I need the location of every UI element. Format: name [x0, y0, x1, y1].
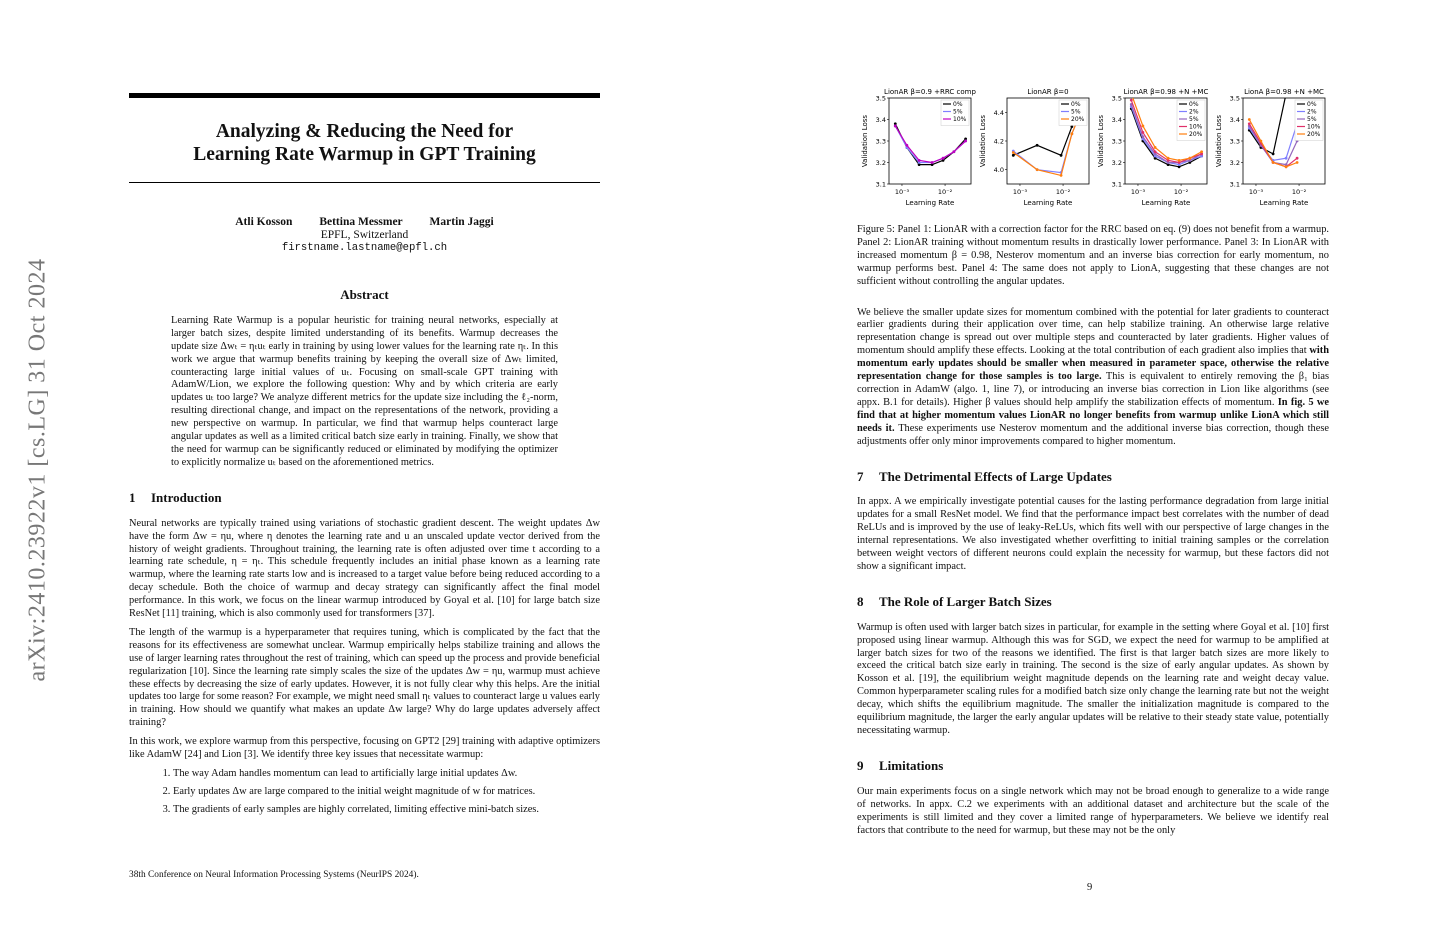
y-tick-label: 3.2 — [875, 159, 886, 167]
data-point — [964, 140, 967, 143]
legend-label: 5% — [953, 108, 963, 116]
legend-label: 0% — [1071, 101, 1081, 108]
right-column — [857, 86, 1329, 843]
legend-label: 10% — [1189, 123, 1203, 131]
section-heading-1: 1 Introduction — [129, 489, 222, 505]
legend-label: 5% — [1189, 116, 1199, 123]
arxiv-stamp: arXiv:2410.23922v1 [cs.LG] 31 Oct 2024 — [24, 258, 51, 682]
author-name: Martin Jaggi — [429, 216, 494, 228]
data-point — [1178, 159, 1181, 162]
data-point — [1012, 151, 1015, 154]
legend-label: 0% — [953, 101, 963, 108]
data-point — [1296, 161, 1299, 164]
x-tick-label: 10⁻² — [1291, 188, 1307, 196]
section-heading-9: 9 Limitations — [857, 757, 944, 773]
y-tick-label: 3.4 — [1111, 116, 1122, 124]
y-tick-label: 3.3 — [1111, 137, 1122, 146]
legend-label: 5% — [1071, 108, 1081, 116]
data-point — [1272, 161, 1275, 164]
x-axis-label: Learning Rate — [1141, 199, 1191, 207]
data-point — [1167, 157, 1170, 160]
author-block — [129, 216, 600, 255]
data-point — [1248, 118, 1251, 121]
page-number: 9 — [1087, 882, 1093, 893]
section-8-body: Warmup is often used with larger batch sizes in particular, for example in the setting where Goyal et al. [10] first proposed using linear warmup. Although this was for SGD, we expect the need for warmup to be amplified at larger batch sizes for two of the reasons we identified. The first is that larger batch sizes are more likely to exceed the critical batch size early in training. The second is the size of early angular updates. As shown by Kosson et al. [19], the equilibrium weight magnitude depends on the learning rate and weight decay value. Common hyperparameter scaling rules for a modified batch size only change the learning rate but not the weight decay, which shifts the equilibrium magnitude. The smaller the initialization magnitude is compared to the equilibrium magnitude, the larger the early angular updates will be relative to their steady state value, potentially necessitating warmup. — [857, 621, 1329, 736]
legend-label: 0% — [1307, 101, 1317, 108]
figure-caption: Figure 5: Panel 1: LionAR with a correction factor for the RRC based on eq. (9) does not benefit from a warmup. Panel 2: LionAR training without momentum results in drastically lower performance. Panel 3: In LionAR with increased momentum β = 0.98, Nesterov momentum and an inverse bias correction for early momentum, no warmup performs best. Panel 4: The same does not apply to LionA, suggesting that these changes are not sufficient without controlling the angular updates. — [857, 224, 1329, 287]
legend-label: 2% — [1189, 108, 1199, 116]
data-point — [942, 157, 945, 160]
data-point — [1188, 157, 1191, 160]
abstract-text: Learning Rate Warmup is a popular heuristic for training neural networks, especially at larger batch sizes, despite limited understanding of its benefits. Warmup decreases the update size Δwₜ = ηₜuₜ early in training by using lower values for the learning rate ηₜ. In this work we argue that warmup benefits training by keeping the overall size of Δwₜ limited, counteracting large initial values of uₜ. Focusing on small-scale GPT training with AdamW/Lion, we explore the following question: Why and by which criteria are early updates uₜ too large? We analyze different metrics for the update size including the ℓ₂-norm, resulting directional change, and impact on the representations of the network, providing a new perspective on warmup. In particular, we find that warmup helps counteract large angular updates as well as a limited critical batch size early in training. Finally, we show that the need for warmup can be significantly reduced or eliminated by modifying the optimizer to explicitly normalize uₜ based on the aforementioned metrics. — [171, 314, 558, 468]
x-axis-label: Learning Rate — [905, 199, 955, 207]
section-heading-8: 8 The Role of Larger Batch Sizes — [857, 593, 1052, 609]
momentum-paragraph: We believe the smaller update sizes for momentum combined with the potential for later gradients to counteract earlier gradients during their application over time, can help stabilize training. An otherwise large relative representation change is spread out over multiple steps and counteracted by later gradients. Higher values of momentum should amplify these effects. Looking at the total contribution of each gradient also implies that with momentum early updates should be smaller when measured in parameter space, otherwise the relative representation change for those samples is too large. This is equivalent to entirely removing the β₁ bias correction in AdamW (algo. 1, line 7), or introducing an inverse bias correction in Lion like algorithms (see appx. B.1 for details). Higher β values should help amplify the stabilization effects of momentum. In fig. 5 we find that at higher momentum values LionAR no longer benefits from warmup unlike LionA which still needs it. These experiments use Nesterov momentum and the additional inverse bias correction, though these adjustments offer only minor improvements compared to higher momentum. — [857, 306, 1329, 447]
data-point — [1141, 125, 1144, 128]
x-tick-label: 10⁻² — [1055, 188, 1071, 196]
data-point — [894, 125, 897, 128]
chart-title: LionAR β=0.98 +N +MC — [1123, 88, 1209, 96]
y-tick-label: 3.5 — [875, 94, 886, 103]
y-tick-label: 3.3 — [1229, 137, 1240, 146]
title-rule-top — [129, 93, 600, 98]
y-tick-label: 4.4 — [993, 108, 1004, 117]
section-heading-7: 7 The Detrimental Effects of Large Updates — [857, 468, 1112, 484]
x-tick-label: 10⁻³ — [1012, 188, 1028, 196]
list-item: 1. The way Adam handles momentum can lead to artificially large initial updates Δw. — [173, 768, 600, 781]
list-item: 3. The gradients of early samples are highly correlated, limiting effective mini-batch sizes. — [173, 804, 600, 817]
data-point — [1060, 154, 1063, 157]
data-point — [905, 144, 908, 147]
abstract-heading: Abstract — [340, 287, 389, 302]
intro-paragraph-1: Neural networks are typically trained using variations of stochastic gradient descent. The weight updates Δw have the form Δw = ηu, where η denotes the learning rate and u an unscaled update vector derived from the history of weight gradients. Throughout training, the learning rate is often adjusted over time t according to a learning rate schedule, η = ηₜ. This schedule frequently includes an initial phase known as a learning rate warmup, where the learning rate starts low and is increased to a target value before being reduced according to a decay schedule. Both the choice of warmup and decay strategy can significantly affect the final model performance. In this work, we focus on the linear warmup introduced by Goyal et al. [10] for large batch size ResNet [11] training, which is also commonly used for transformers [37]. — [129, 517, 600, 620]
y-axis-label: Validation Loss — [1215, 114, 1223, 168]
data-point — [1130, 99, 1133, 102]
chart-panel-2 — [979, 88, 1089, 207]
data-point — [1012, 154, 1015, 157]
legend-label: 20% — [1189, 131, 1203, 138]
chart-title: LionA β=0.98 +N +MC — [1244, 88, 1324, 96]
y-axis-label: Validation Loss — [1097, 114, 1105, 168]
y-tick-label: 4.0 — [993, 166, 1004, 175]
data-point — [1285, 157, 1288, 160]
data-point — [1036, 168, 1039, 171]
chart-title: LionAR β=0 — [1027, 88, 1069, 96]
list-item: 2. Early updates Δw are large compared to the initial weight magnitude of w for matrices. — [173, 786, 600, 799]
author-name: Bettina Messmer — [319, 216, 403, 228]
y-axis-label: Validation Loss — [979, 114, 987, 168]
intro-paragraph-2: The length of the warmup is a hyperparameter that requires tuning, which is complicated by the fact that the reasons for its effectiveness are somewhat unclear. Warmup empirically helps stabilize training and allows the use of larger learning rates throughout the rest of training, which can speed up the process and provide beneficial regularization [10]. Since the learning rate simply scales the size of the updates Δw = ηu, warmup must achieve these effects by decreasing the size of early updates. However, it is not fully clear why this helps. Are the initial updates too large for some reason? For example, we might need small ηₜ values to counteract large u values early in training. How should we quantify what makes an update Δw large? Why do large updates adversely affect training? — [129, 626, 600, 729]
section-7-body: In appx. A we empirically investigate potential causes for the lasting performance degradation from large initial updates for a small ResNet model. We find that the performance impact best correlates with the number of dead ReLUs and is improved by the use of leaky-ReLUs, which fits well with our perspective of large changes in the internal representations. We also investigated whether overfitting to initial training samples or the correlation between weight vectors of different neurons could explain the necessity for warmup, but these factors did not show a significant impact. — [857, 496, 1329, 572]
chart-panel-1 — [861, 88, 976, 207]
figure-5 — [857, 86, 1329, 214]
legend-label: 0% — [1189, 101, 1199, 108]
section-9-body: Our main experiments focus on a single network which may not be broad enough to generalize to a wide range of networks. In appx. C.2 we experiments with an additional dataset and architecture but the scale of the experiments is still limited and they cover a limited range of hyperparameters. We believe we identify real factors that contribute to the need for warmup, but these may not be the only — [857, 785, 1329, 836]
data-point — [1141, 135, 1144, 138]
y-tick-label: 3.4 — [875, 116, 886, 124]
y-axis-label: Validation Loss — [861, 114, 869, 168]
x-tick-label: 10⁻³ — [1248, 188, 1264, 196]
legend-label: 2% — [1307, 108, 1317, 116]
legend-label: 20% — [1307, 131, 1321, 138]
legend-label: 10% — [1307, 123, 1321, 131]
data-point — [1259, 140, 1262, 143]
intro-paragraph-3: In this work, we explore warmup from this perspective, focusing on GPT2 [29] training with adaptive optimizers like AdamW [24] and Lion [3]. We identify three key issues that necessitate warmup: — [129, 736, 600, 761]
affiliation: EPFL, Switzerland — [320, 229, 409, 241]
y-tick-label: 3.5 — [1229, 94, 1240, 103]
data-point — [1248, 122, 1251, 125]
left-column — [129, 93, 600, 822]
key-issues-list — [129, 768, 600, 817]
y-tick-label: 3.1 — [1111, 180, 1122, 189]
legend-label: 20% — [1071, 116, 1085, 123]
y-tick-label: 3.2 — [1111, 159, 1122, 167]
author-name: Atli Kosson — [235, 216, 293, 228]
y-tick-label: 3.1 — [1229, 180, 1240, 189]
x-tick-label: 10⁻³ — [1130, 188, 1146, 196]
y-tick-label: 3.5 — [1111, 94, 1122, 103]
data-point — [1154, 150, 1157, 153]
data-point — [1154, 146, 1157, 149]
data-point — [1070, 132, 1073, 135]
y-tick-label: 3.3 — [875, 137, 886, 146]
x-tick-label: 10⁻² — [1173, 188, 1189, 196]
x-axis-label: Learning Rate — [1023, 199, 1073, 207]
paper-title: Analyzing & Reducing the Need for Learning Rate Warmup in GPT Training — [193, 121, 536, 165]
data-point — [918, 159, 921, 162]
data-point — [1285, 165, 1288, 168]
figure-5-panels — [857, 86, 1329, 214]
data-point — [1060, 174, 1063, 177]
title-rule-bottom — [129, 182, 600, 183]
y-tick-label: 4.2 — [993, 137, 1004, 146]
x-tick-label: 10⁻² — [937, 188, 953, 196]
data-point — [1200, 150, 1203, 153]
y-tick-label: 3.1 — [875, 180, 886, 189]
data-point — [1296, 157, 1299, 160]
y-tick-label: 3.2 — [1229, 159, 1240, 167]
email: firstname.lastname@epfl.ch — [281, 242, 448, 254]
chart-title: LionAR β=0.9 +RRC comp — [884, 88, 976, 96]
y-tick-label: 3.4 — [1229, 116, 1240, 124]
legend-label: 5% — [1307, 116, 1317, 123]
chart-panel-4 — [1215, 86, 1325, 207]
data-point — [931, 161, 934, 164]
legend-label: 10% — [953, 116, 967, 123]
data-point — [952, 150, 955, 153]
conference-footnote: 38th Conference on Neural Information Processing Systems (NeurIPS 2024). — [129, 870, 419, 880]
data-point — [1036, 144, 1039, 147]
chart-panel-3 — [1097, 88, 1208, 207]
x-axis-label: Learning Rate — [1259, 199, 1309, 207]
x-tick-label: 10⁻³ — [894, 188, 910, 196]
data-point — [1272, 153, 1275, 156]
data-point — [1141, 131, 1144, 134]
